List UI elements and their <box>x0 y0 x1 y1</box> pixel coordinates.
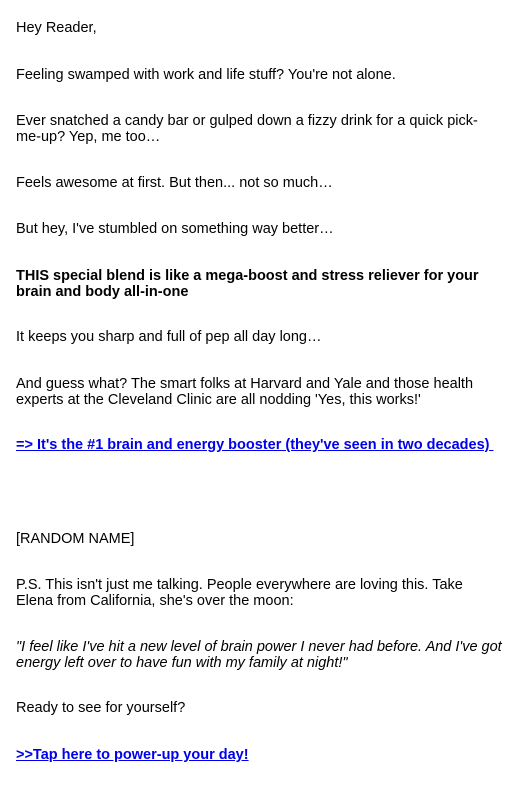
testimonial-quote: "I feel like I've hit a new level of brain power I never had before. And I've got energy left over to have fun with my family at night!" <box>16 639 502 671</box>
power-up-link[interactable]: >>Tap here to power-up your day! <box>16 747 249 763</box>
paragraph-feels-awesome: Feels awesome at first. But then... not so much… <box>16 175 333 191</box>
paragraph-harvard-yale: And guess what? The smart folks at Harvard and Yale and those health experts at the Cleveland Clinic are all nodding 'Yes, this works!' <box>16 376 474 408</box>
paragraph-special-blend: THIS special blend is like a mega-boost and stress reliever for your brain and body all-in-one <box>16 268 479 300</box>
paragraph-stumbled: But hey, I've stumbled on something way better… <box>16 221 334 237</box>
paragraph-keeps-sharp: It keeps you sharp and full of pep all day long… <box>16 329 322 345</box>
booster-link-line <box>16 438 506 454</box>
paragraph-swamped: Feeling swamped with work and life stuff? You're not alone. <box>16 67 396 83</box>
link-underline-trail <box>489 438 503 454</box>
signature: [RANDOM NAME] <box>16 531 135 547</box>
power-up-link-line <box>16 748 506 764</box>
booster-link[interactable]: => It's the #1 brain and energy booster (they've seen in two decades) <box>16 437 490 453</box>
paragraph-candy-bar: Ever snatched a candy bar or gulped down a fizzy drink for a quick pick-me-up? Yep, me too… <box>16 113 478 145</box>
paragraph-ready: Ready to see for yourself? <box>16 700 186 716</box>
greeting: Hey Reader, <box>16 20 97 36</box>
paragraph-ps: P.S. This isn't just me talking. People everywhere are loving this. Take Elena from California, she's over the moon: <box>16 577 463 609</box>
